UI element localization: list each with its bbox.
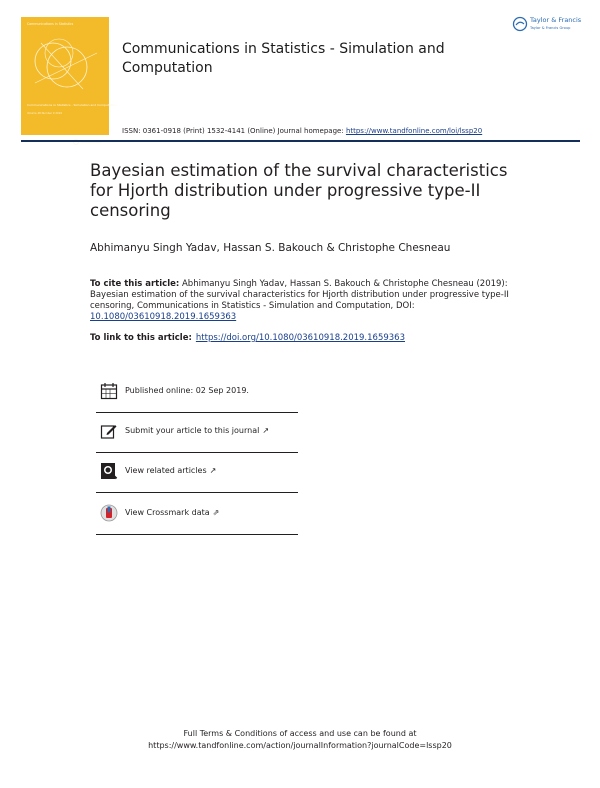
crossmark-icon bbox=[100, 504, 118, 522]
article-doi-link[interactable]: https://doi.org/10.1080/03610918.2019.1659363 bbox=[195, 333, 405, 343]
cover-circles-graphic bbox=[27, 31, 103, 101]
search-document-icon bbox=[100, 462, 118, 480]
crossmark-row[interactable] bbox=[96, 494, 298, 535]
header-divider bbox=[21, 140, 580, 142]
footer-terms-text: Full Terms & Conditions of access and use can be found at bbox=[183, 729, 417, 738]
published-online-text: Published online: 02 Sep 2019. bbox=[125, 386, 249, 395]
published-online-row bbox=[96, 372, 298, 413]
related-articles-text[interactable]: View related articles bbox=[125, 466, 207, 475]
cite-label: To cite this article: bbox=[90, 279, 180, 289]
crossmark-text[interactable]: View Crossmark data bbox=[125, 508, 210, 517]
journal-title[interactable]: Communications in Statistics - Simulation and Computation bbox=[122, 41, 445, 76]
submit-article-text[interactable]: Submit your article to this journal bbox=[125, 426, 260, 435]
citation-block bbox=[90, 279, 510, 323]
footer bbox=[0, 728, 600, 752]
article-authors: Abhimanyu Singh Yadav, Hassan S. Bakouch & Christophe Chesneau bbox=[90, 242, 451, 254]
publisher-logo-name: Taylor & Francis bbox=[530, 16, 582, 24]
publisher-logo-sub: Taylor & Francis Group bbox=[530, 26, 571, 30]
cover-journal-text: Communications in Statistics - Simulation and Computation bbox=[27, 103, 117, 107]
article-link-row bbox=[90, 333, 405, 343]
submit-article-row[interactable] bbox=[96, 412, 298, 453]
taylor-francis-logo-icon bbox=[512, 16, 528, 32]
link-label: To link to this article: bbox=[90, 333, 192, 343]
journal-cover-image bbox=[21, 17, 117, 135]
issn-text: ISSN: 0361-0918 (Print) 1532-4141 (Online) Journal homepage: bbox=[122, 127, 346, 135]
article-title: Bayesian estimation of the survival characteristics for Hjorth distribution under progressive type-II censoring bbox=[90, 161, 508, 220]
related-articles-link[interactable] bbox=[125, 466, 216, 475]
external-link-icon: ↗ bbox=[209, 466, 217, 475]
related-articles-row[interactable] bbox=[96, 452, 298, 493]
journal-homepage-link[interactable]: https://www.tandfonline.com/loi/lssp20 bbox=[345, 127, 483, 135]
cover-top-text: Communications in Statistics bbox=[27, 22, 74, 26]
crossmark-link[interactable] bbox=[125, 508, 219, 517]
submit-article-link[interactable] bbox=[125, 426, 269, 435]
cite-doi-link[interactable]: 10.1080/03610918.2019.1659363 bbox=[90, 312, 237, 322]
cite-text: Abhimanyu Singh Yadav, Hassan S. Bakouch & Christophe Chesneau (2019): Bayesian estimation of the survival characteristics for Hjorth distribution under progressive type-II censoring, Communications in Statistics - Simulation and Computation, DOI: bbox=[90, 279, 509, 311]
edit-icon bbox=[100, 422, 118, 440]
issn-line bbox=[122, 127, 482, 135]
footer-journal-info-link[interactable]: https://www.tandfonline.com/action/journalInformation?journalCode=lssp20 bbox=[148, 741, 452, 750]
publisher-logo[interactable] bbox=[512, 14, 584, 38]
crossmark-arrow-icon: ⇗ bbox=[212, 508, 220, 517]
external-link-icon: ↗ bbox=[262, 426, 270, 435]
cover-volume-text: Volume 48 Number 9 2019 bbox=[27, 112, 62, 115]
calendar-icon bbox=[100, 382, 118, 400]
